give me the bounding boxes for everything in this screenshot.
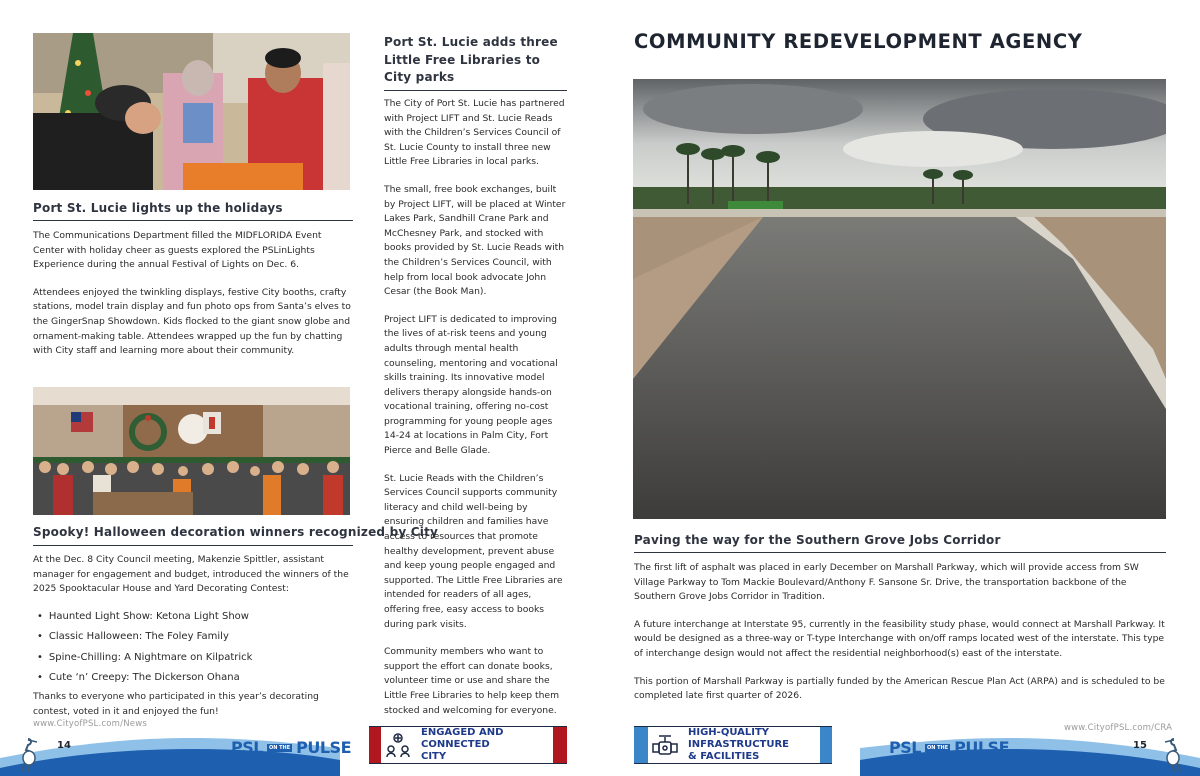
heron-icon: [10, 736, 42, 774]
badge-label: [415, 727, 553, 763]
news-url: www.CityofPSL.com/News: [33, 719, 147, 729]
paragraph: The City of Port St. Lucie has partnered with Project LIFT and St. Lucie Reads with the Children’s Services Council of St. Lucie County to install three new Little Free Libraries in local parks.: [384, 98, 565, 168]
paragraph: The first lift of asphalt was placed in early December on Marshall Parkway, which will provide access from SW Village Parkway to Tom Mackie Boulevard/Anthony F. Sansone Sr. Drive, the transportation backbone of the Southern Grove Jobs Corridor in Tradition.: [634, 562, 1139, 603]
title-line: Port St. Lucie adds three: [384, 35, 558, 49]
badge-line: HIGH-QUALITY: [688, 727, 770, 738]
paragraph: The small, free book exchanges, built by Project LIFT, will be placed at Winter Lakes Park, Sandhill Crane Park and McChesney Park, and stocked with books provided by St. Lucie Reads with the Children’s Services Council, with help from local book advocate John Cesar (the Book Man).: [384, 183, 566, 298]
holiday-event-photo: [33, 33, 350, 190]
winners-list: [37, 607, 347, 688]
story-body-holidays: [33, 229, 353, 359]
badge-cap: [369, 727, 381, 763]
paragraph: Attendees enjoyed the twinkling displays, festive City booths, crafty stations, model train display and fun photo ops from Santa’s elves to the GingerSnap Showdown. Kids flocked to the giant snow globe and ornament-making table. Attendees wrapped up the fun by chatting with City staff and learning more about their community.: [33, 286, 351, 357]
title-line: City parks: [384, 70, 455, 84]
logo-pulse: PULSE: [954, 738, 1010, 757]
badge-line: INFRASTRUCTURE: [688, 739, 790, 750]
badge-cap: [634, 727, 648, 763]
psl-on-the-pulse-logo: [231, 738, 351, 757]
list-item: • Cute ‘n’ Creepy: The Dickerson Ohana: [37, 668, 347, 688]
paragraph: A future interchange at Interstate 95, currently in the feasibility study phase, would connect at Marshall Parkway. It would be designed as a three-way or T-type Interchange with on/off ramps located west of the interstate. This type of interchange design would not affect the residential neighborhood(s) east of the interstate.: [634, 618, 1165, 659]
badge-line: CONNECTED: [421, 739, 490, 750]
marshall-parkway-photo: [633, 79, 1166, 519]
page-number-left: 14: [57, 740, 71, 751]
list-item: • Classic Halloween: The Foley Family: [37, 627, 347, 647]
list-item: • Spine-Chilling: A Nightmare on Kilpatrick: [37, 648, 347, 668]
cra-url: www.CityofPSL.com/CRA: [1064, 723, 1173, 733]
paragraph: Project LIFT is dedicated to improving the lives of at-risk teens and young adults through mental health counseling, mentoring and vocational skills training. Its innovative model delivers therapy alongside hands-on vocational training, offering no-cost programming for young people ages 14-24 at locations in Palm City, Fort Pierce and Belle Glade.: [384, 313, 558, 457]
story-title-rule: [384, 90, 567, 91]
paragraph: Community members who want to support the effort can donate books, volunteer time or use and share the Little Free Libraries to help keep them stocked and welcoming for everyone.: [384, 646, 560, 716]
logo-on-the: ON THE: [926, 744, 949, 751]
story-title-holidays: Port St. Lucie lights up the holidays: [33, 201, 283, 215]
list-item: • Haunted Light Show: Ketona Light Show: [37, 607, 347, 627]
badge-line: CITY: [421, 751, 447, 762]
badge-line: & FACILITIES: [688, 751, 760, 762]
story-title-libraries: [384, 34, 564, 87]
title-line: Little Free Libraries to: [384, 52, 541, 67]
story-title-halloween: Spooky! Halloween decoration winners recognized by City: [33, 525, 439, 539]
logo-pulse: PULSE: [296, 738, 352, 757]
footer-waves: [0, 728, 1200, 776]
heron-icon: [1160, 736, 1192, 774]
valve-icon: [648, 732, 682, 758]
paragraph: St. Lucie Reads with the Children’s Services Council supports community literacy and child well-being by ensuring children and families have access to resources that promote healthy development, prevent abuse and keep young people engaged and supported. The Little Free Libraries are intended for readers of all ages, offering free, easy access to books during park visits.: [384, 472, 563, 630]
badge-cap: [820, 727, 832, 763]
paragraph: The Communications Department filled the MIDFLORIDA Event Center with holiday cheer as guests explored the PSLinLights Experience during the annual Festival of Lights on Dec. 6.: [33, 230, 322, 271]
logo-psl: PSL: [231, 738, 263, 757]
story-body-libraries: [384, 97, 568, 718]
badge-label: [682, 727, 820, 763]
story-body-southern-grove: [634, 561, 1166, 704]
story-title-southern-grove: Paving the way for the Southern Grove Jobs Corridor: [634, 533, 1001, 547]
story-closing-halloween: Thanks to everyone who participated in this year’s decorating contest, voted in it and enjoyed the fun!: [33, 691, 319, 717]
badge-cap: [553, 727, 567, 763]
badge-engaged-connected-city: [369, 726, 567, 764]
story-title-rule: [33, 220, 353, 221]
psl-on-the-pulse-logo: [889, 738, 1009, 757]
story-intro-halloween: At the Dec. 8 City Council meeting, Makenzie Spittler, assistant manager for engagement and budget, introduced the winners of the 2025 Spooktacular House and Yard Decorating Contest:: [33, 554, 349, 595]
council-meeting-photo: [33, 387, 350, 515]
community-icon: [381, 732, 415, 758]
logo-on-the: ON THE: [268, 744, 291, 751]
logo-psl: PSL: [889, 738, 921, 757]
page-number-right: 15: [1133, 740, 1147, 751]
story-title-rule: [634, 552, 1166, 553]
badge-line: ENGAGED AND: [421, 727, 504, 738]
paragraph: This portion of Marshall Parkway is partially funded by the American Rescue Plan Act (ARPA) and is scheduled to be completed late first quarter of 2026.: [634, 675, 1165, 702]
section-title: COMMUNITY REDEVELOPMENT AGENCY: [634, 30, 1083, 53]
story-title-rule: [33, 545, 353, 546]
badge-infrastructure-facilities: [634, 726, 832, 764]
